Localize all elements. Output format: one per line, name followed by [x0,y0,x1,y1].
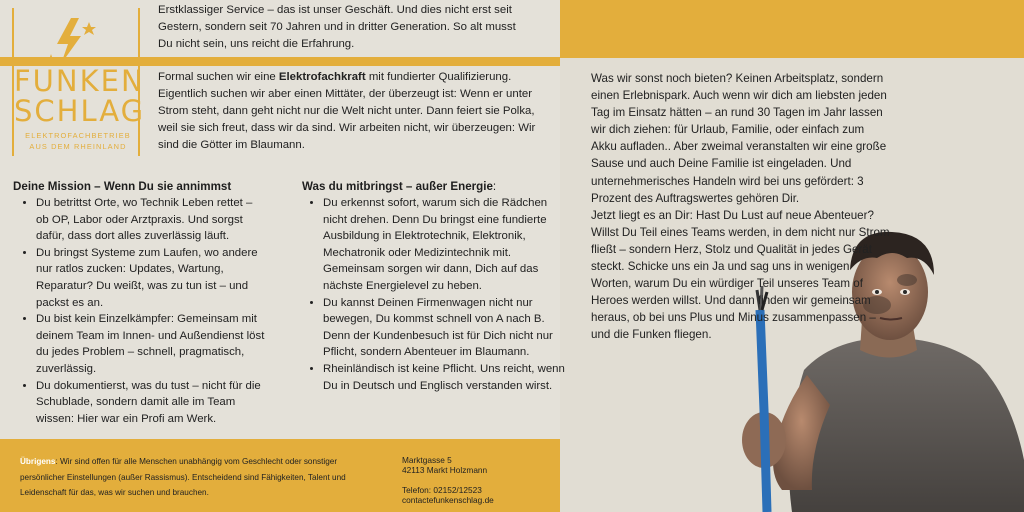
address-street: Marktgasse 5 [402,455,452,465]
accent-band [560,0,1024,58]
brand-name-line1: FUNKEN [14,64,145,98]
list-item: • Du erkennst sofort, warum sich die Rädchen nicht drehen. Denn Du bringst eine fundierte Ausbildung in Elektrotechnik, Elektronik, Mechatronik oder Medizintechnik mit. Gemeinsam sorgen wir dann, Dich auf das nächste Energielevel zu heben. [323,195,573,295]
list-item: • Du kannst Deinen Firmenwagen nicht nur bewegen, Du kommst schnell von A nach B. Denn der Kundenbesuch ist für Dich nicht nur Pflicht, sondern Abenteuer im Blaumann. [323,295,573,361]
service-text: Erstklassiger Service – das ist unser Geschäft. Und dies nicht erst seit Gestern, sondern seit 70 Jahren und in dritter Generation. So alt musst Du nicht sein, uns reicht die Erfahrung. [158,4,516,50]
note-text: : Wir sind offen für alle Menschen unabhängig vom Geschlecht oder sonstiger persönlicher Einstellungen (außer Rassismus). Entscheidend sind Fähigkeiten, Talent und Leidenschaft für das, was wir suchen und brauchen. [20,457,346,497]
search-suffix: mit fundierter Qualifizierung. [365,71,512,83]
list-item: • Du betrittst Orte, wo Technik Leben rettet – ob OP, Labor oder Arztpraxis. Und sorgst dafür, dass dort alles zuverlässig läuft. [36,195,268,245]
address-city: 42113 Markt Holzmann [402,465,488,475]
requirements-heading [302,180,496,193]
list-item: • Rheinländisch ist keine Pflicht. Uns reicht, wenn Du in Deutsch und Englisch verstanden wirst. [323,361,573,394]
mission-heading: Deine Mission – Wenn Du sie annimmst [13,180,232,193]
search-text-detail: Eigentlich suchen wir aber einen Mittäter, der überzeugt ist: Wenn er unter Strom steht, dann geht nicht nur die Welt nicht unter. Dann feiert sie Polka, weil sie sich freut, dass wir da sind. Wir arbeiten nicht, wir überzeugen: Wir sind die Götter im Blaumann. [158,88,536,151]
requirements-heading-colon: : [492,180,497,193]
requirements-heading-text: Was du mitbringst – außer Energie [302,180,493,193]
brand-name-line2: SCHLAG [14,94,146,128]
note-lead: Übrigens [20,457,56,466]
offer-paragraph-1: Was wir sonst noch bieten? Keinen Arbeitsplatz, sondern einen Erlebnispark. Auch wenn wir dich am liebsten jeden Tag im Einsatz hätten – an rund 30 Tagen im Jahr lassen wir dich ziehen: für Urlaub, Familie, oder einfach zum Akku aufladen.. Aber zweimal veranstalten wir eine große Sause und auch Deine Familie ist eingeladen. Und unternehmerisches Handeln wird bei uns gefördert: 3 Prozent des Auftragswertes gehören Dir. [591,72,887,205]
requirements-list [305,195,573,394]
brand-tagline-line2: AUS DEM RHEINLAND [29,142,127,151]
brand-logo [12,8,146,156]
search-role: Elektrofachkraft [278,71,366,83]
website-link[interactable]: contactefunkenschlag.de [402,495,494,505]
lightning-bolt-icon [41,18,101,66]
mission-list [18,195,268,427]
offer-paragraph-2: Jetzt liegt es an Dir: Hast Du Lust auf neue Abenteuer? Willst Du Teil eines Teams werden, in dem nicht nur Strom fließt – sondern Herz, Stolz und Qualität in jedes Gerät steckt. Schicke uns ein Ja und sag uns in wenigen Worten, warum Du ein würdiger Teil unseres Team of Heroes werden willst. Und dann finden wir gemeinsam heraus, ob bei uns Plus und Minus zusammenpassen – und die Funken fliegen. [591,208,890,342]
list-item: • Du bringst Systeme zum Laufen, wo andere nur ratlos zucken: Updates, Wartung, Reparatur? Du weißt, was zu tun ist – und packst es an. [36,245,268,311]
search-text [158,69,538,154]
brand-tagline-line1: ELEKTROFACHBETRIEB [25,131,131,140]
offer-text [591,70,891,344]
search-prefix: Formal suchen wir eine [158,71,279,83]
phone-number[interactable]: Telefon: 02152/12523 [402,485,482,495]
list-item: • Du bist kein Einzelkämpfer: Gemeinsam mit deinem Team im Innen- und Außendienst löst du jedes Problem – schnell, pragmatisch, zuverlässig. [36,311,268,377]
diversity-note [20,454,376,501]
list-item: • Du dokumentierst, was du tust – nicht für die Schublade, sondern damit alle im Team wissen: Hier war ein Profi am Werk. [36,378,268,428]
